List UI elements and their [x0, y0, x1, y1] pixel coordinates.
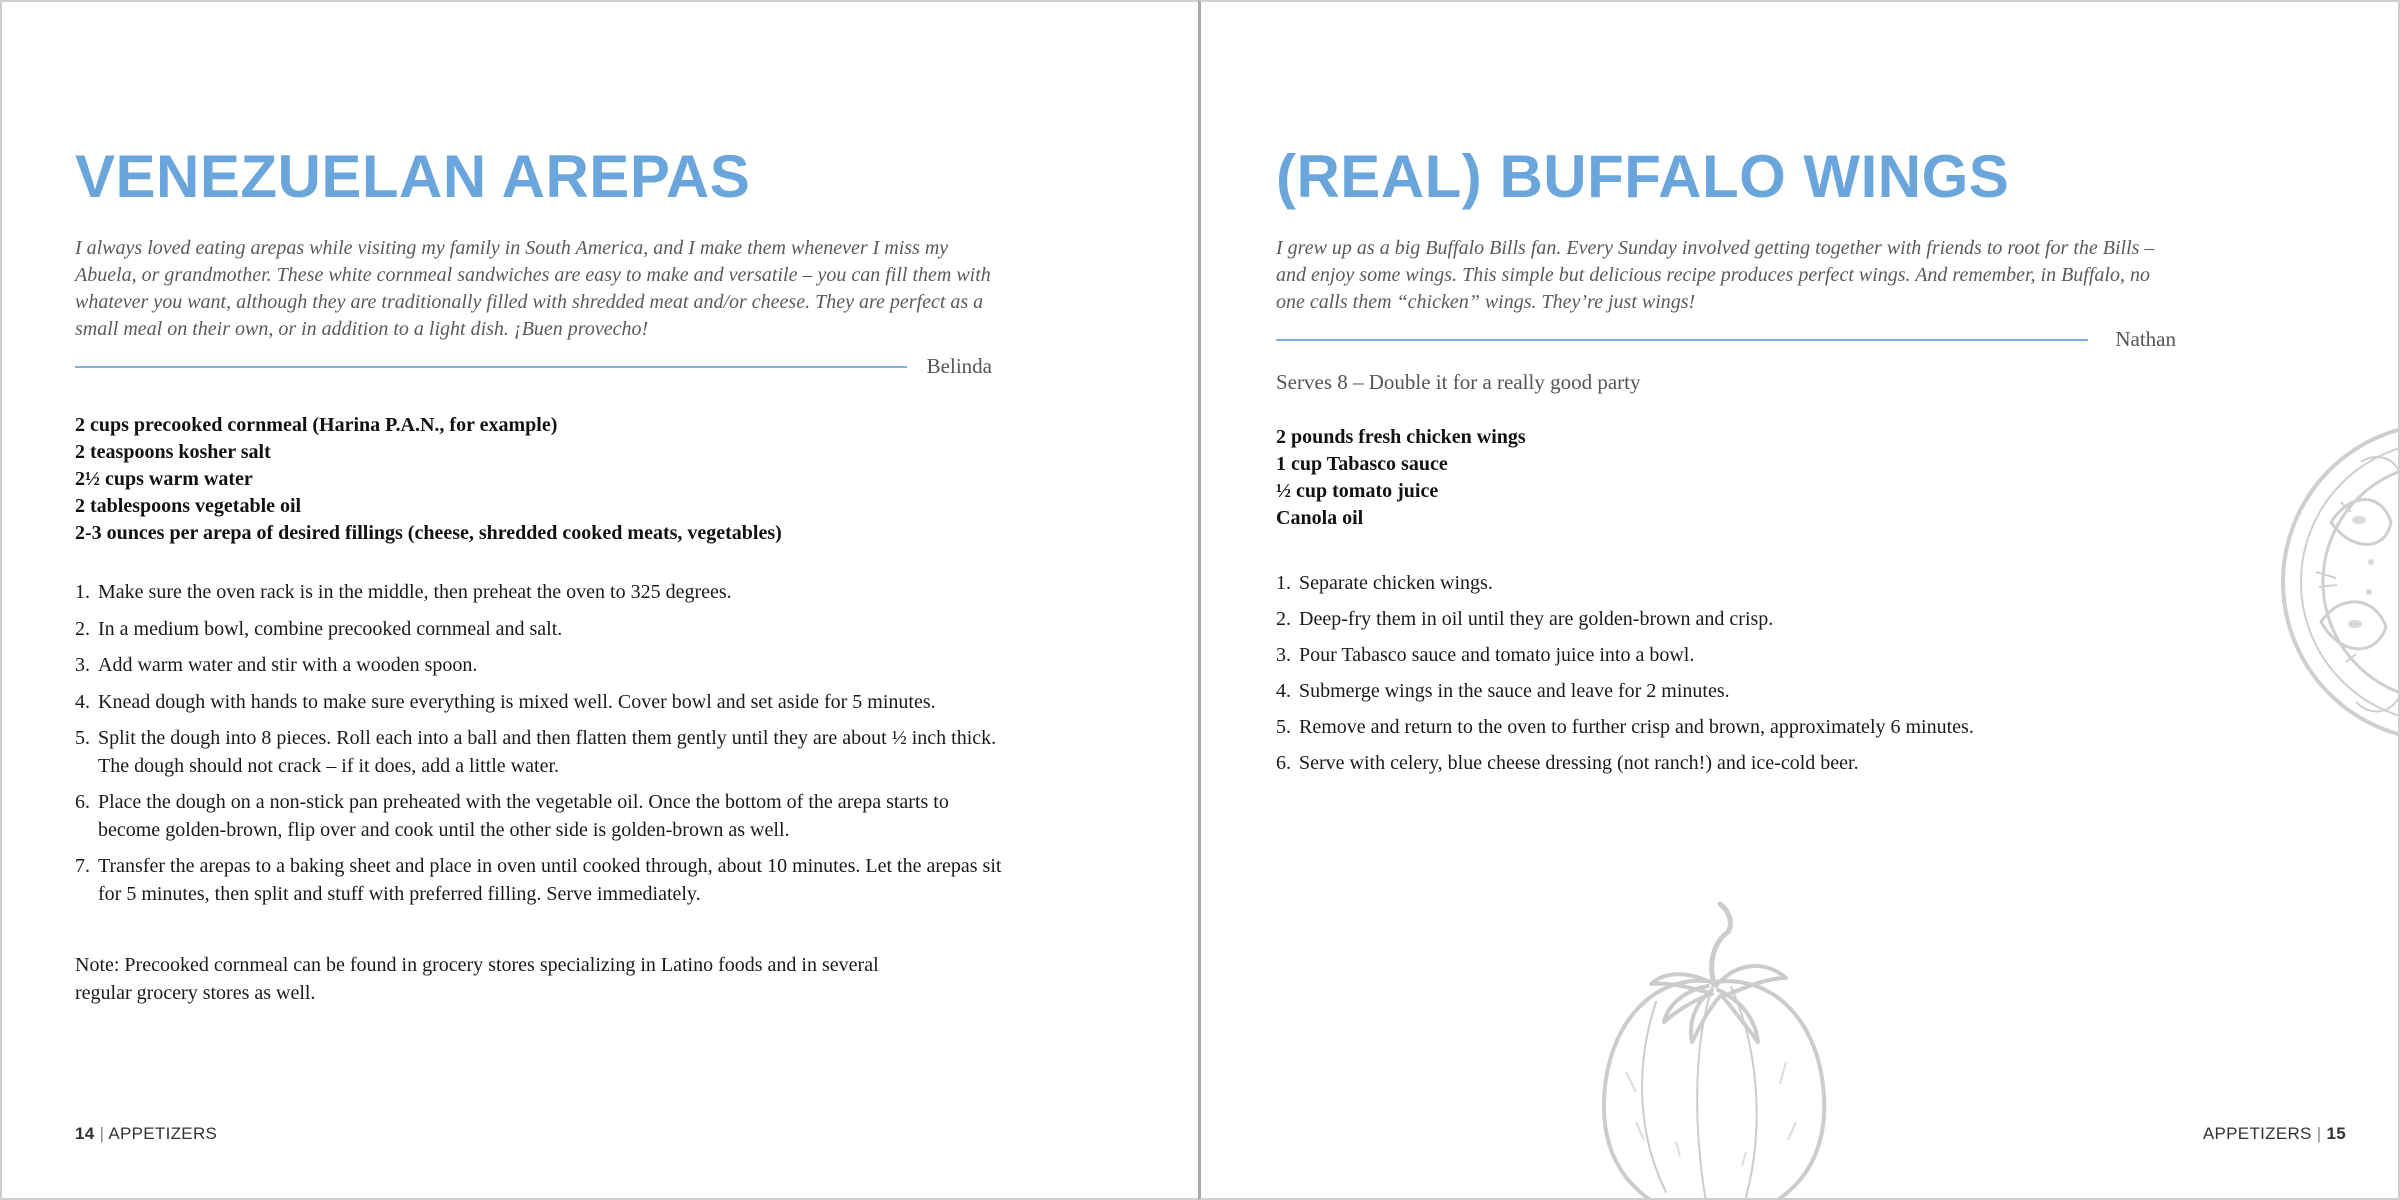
- step-text: Place the dough on a non-stick pan preheated with the vegetable oil. Once the bottom of the arepa starts to become golden-brown, flip over and cook until the other side is golden-brown as well.: [98, 791, 949, 841]
- step-text: Knead dough with hands to make sure everything is mixed well. Cover bowl and set aside for 5 minutes.: [98, 690, 936, 713]
- recipe-intro: I grew up as a big Buffalo Bills fan. Every Sunday involved getting together with friends to root for the Bills – and enjoy some wings. This simple but delicious recipe produces perfect wings. And remember, in Buffalo, no one calls them “chicken” wings. They’re just wings!: [1276, 237, 2155, 313]
- ingredient-item: ½ cup tomato juice: [1276, 480, 1439, 502]
- ingredient-list: [75, 412, 782, 547]
- instruction-step: [1276, 750, 2136, 778]
- step-text: Add warm water and stir with a wooden spoon.: [98, 654, 478, 676]
- section-name: APPETIZERS: [108, 1124, 218, 1143]
- instruction-list: [1276, 570, 2136, 778]
- step-number: 4.: [1276, 680, 1291, 702]
- step-text: In a medium bowl, combine precooked cornmeal and salt.: [98, 617, 563, 640]
- instruction-step: [1276, 570, 2136, 598]
- recipe-author: Belinda: [926, 354, 992, 378]
- recipe-intro: I always loved eating arepas while visiting my family in South America, and I make them whenever I miss my Abuela, or grandmother. These white cornmeal sandwiches are easy to make and versatile – you can fill them with whatever you want, although they are traditionally filled with shredded meat and/or cheese. They are perfect as a small meal on their own, or in addition to a light dish. ¡Buen provecho!: [75, 237, 991, 340]
- author-rule: [1276, 325, 2176, 355]
- step-text: Split the dough into 8 pieces. Roll each into a ball and then flatten them gently until they are about ½ inch thick. The dough should not crack – if it does, add a little water.: [98, 727, 997, 777]
- step-text: Pour Tabasco sauce and tomato juice into a bowl.: [1299, 644, 1695, 666]
- whole-tomato-illustration: [1596, 892, 1831, 1200]
- ingredient-item: 2 pounds fresh chicken wings: [1276, 426, 1526, 448]
- instruction-step: [1276, 714, 2136, 742]
- step-text: Remove and return to the oven to further crisp and brown, approximately 6 minutes.: [1299, 716, 1974, 738]
- instruction-step: [75, 853, 1013, 908]
- tomato-slice-illustration: [2271, 402, 2400, 762]
- recipe-author: Nathan: [2115, 327, 2176, 351]
- footer-separator: |: [2316, 1124, 2322, 1143]
- instruction-step: [75, 789, 1013, 844]
- ingredient-item: 1 cup Tabasco sauce: [1276, 453, 1448, 475]
- ingredient-list: [1276, 424, 1526, 532]
- ingredient-item: 2-3 ounces per arepa of desired fillings (cheese, shredded cooked meats, vegetables): [75, 522, 782, 544]
- step-number: 6.: [1276, 752, 1291, 774]
- ingredient-item: 2 cups precooked cornmeal (Harina P.A.N., for example): [75, 414, 558, 436]
- page-footer: [75, 1124, 217, 1144]
- divider-line: [1276, 339, 2088, 341]
- instruction-step: [75, 725, 1013, 780]
- page-number: 14: [75, 1124, 95, 1143]
- page-number: 15: [2326, 1124, 2346, 1143]
- recipe-title: VENEZUELAN AREPAS: [75, 143, 751, 210]
- divider-line: [75, 366, 907, 368]
- ingredient-item: 2 tablespoons vegetable oil: [75, 495, 302, 517]
- instruction-step: [1276, 606, 2136, 634]
- step-text: Serve with celery, blue cheese dressing (not ranch!) and ice-cold beer.: [1299, 752, 1859, 774]
- section-name: APPETIZERS: [2202, 1124, 2312, 1143]
- step-text: Transfer the arepas to a baking sheet and place in oven until cooked through, about 10 minutes. Let the arepas sit for 5 minutes, then split and stuff with preferred filling. Serve immediately.: [98, 855, 1002, 905]
- step-number: 6.: [75, 791, 90, 813]
- recipe-note: Note: Precooked cornmeal can be found in grocery stores specializing in Latino foods and in several regular grocery stores as well.: [75, 954, 879, 1004]
- step-text: Separate chicken wings.: [1299, 572, 1493, 594]
- step-number: 2.: [1276, 608, 1291, 630]
- step-number: 1.: [1276, 572, 1291, 594]
- page-footer: [2203, 1124, 2346, 1144]
- footer-separator: |: [99, 1124, 105, 1143]
- ingredient-item: 2 teaspoons kosher salt: [75, 441, 271, 463]
- instruction-list: [75, 579, 1040, 908]
- author-rule: [75, 352, 992, 382]
- left-page: [0, 0, 1198, 1200]
- step-text: Deep-fry them in oil until they are golden-brown and crisp.: [1299, 608, 1774, 630]
- step-number: 5.: [75, 727, 90, 749]
- step-number: 3.: [75, 654, 90, 676]
- ingredient-item: 2½ cups warm water: [75, 468, 253, 490]
- step-number: 4.: [75, 690, 90, 713]
- instruction-step: [75, 579, 1040, 607]
- step-number: 3.: [1276, 644, 1291, 666]
- step-text: Make sure the oven rack is in the middle, then preheat the oven to 325 degrees.: [98, 581, 732, 603]
- step-number: 2.: [75, 617, 90, 640]
- step-number: 5.: [1276, 716, 1291, 738]
- servings-info: Serves 8 – Double it for a really good party: [1276, 370, 1641, 394]
- step-number: 1.: [75, 581, 90, 603]
- instruction-step: [75, 616, 1040, 644]
- right-page: [1198, 0, 2400, 1200]
- instruction-step: [75, 689, 1040, 717]
- recipe-title: (REAL) BUFFALO WINGS: [1276, 143, 2010, 210]
- ingredient-item: Canola oil: [1276, 507, 1364, 529]
- instruction-step: [1276, 678, 2136, 706]
- instruction-step: [1276, 642, 2136, 670]
- instruction-step: [75, 652, 1040, 680]
- step-text: Submerge wings in the sauce and leave for 2 minutes.: [1299, 680, 1730, 702]
- step-number: 7.: [75, 855, 90, 877]
